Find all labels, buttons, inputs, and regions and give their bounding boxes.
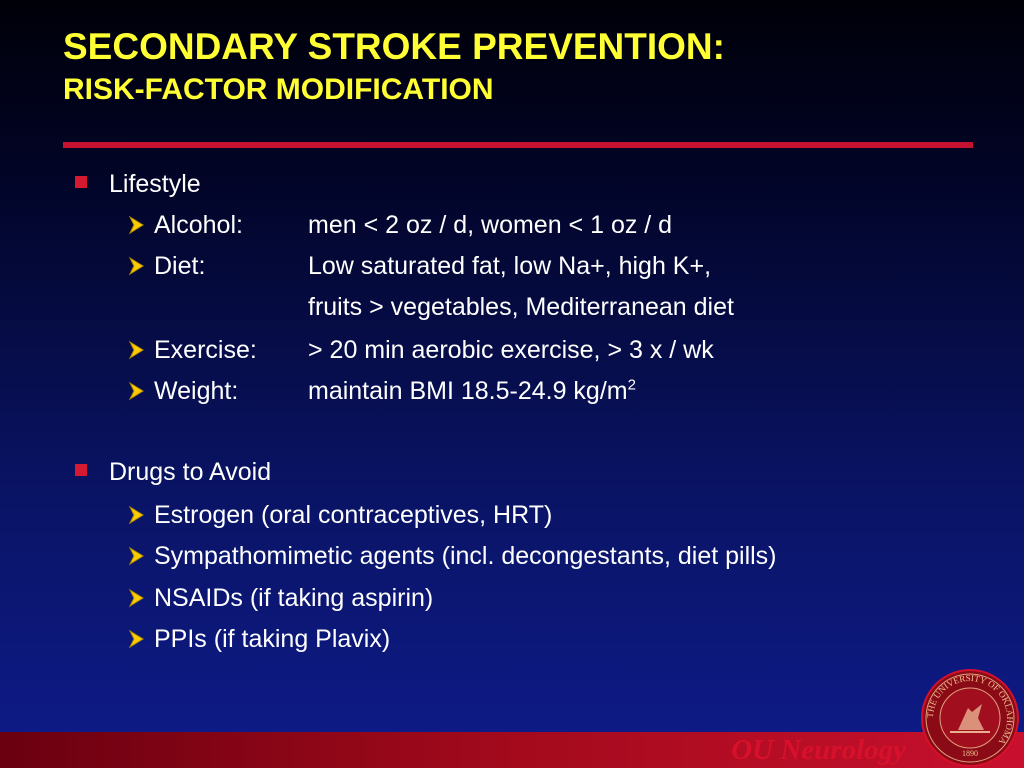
arrow-bullet-icon	[128, 256, 146, 276]
arrow-bullet-icon	[128, 381, 146, 401]
slide-title	[63, 28, 725, 105]
arrow-bullet-icon	[128, 215, 146, 235]
title-line-1: SECONDARY STROKE PREVENTION:	[63, 26, 725, 67]
lifestyle-desc-diet-continued: fruits > vegetables, Mediterranean diet	[308, 293, 734, 321]
title-line-2: RISK-FACTOR MODIFICATION	[63, 73, 494, 106]
drug-item-estrogen: Estrogen (oral contraceptives, HRT)	[154, 501, 553, 529]
drug-item-nsaids: NSAIDs (if taking aspirin)	[154, 584, 434, 612]
lifestyle-term-weight: Weight:	[154, 377, 239, 405]
section-heading-drugs: Drugs to Avoid	[109, 458, 272, 486]
square-bullet-icon	[75, 464, 87, 476]
seal-ring-text: THE UNIVERSITY OF OKLAHOMA	[924, 672, 1016, 747]
arrow-bullet-icon	[128, 588, 146, 608]
lifestyle-desc-alcohol: men < 2 oz / d, women < 1 oz / d	[308, 211, 673, 239]
lifestyle-desc-diet: Low saturated fat, low Na+, high K+,	[308, 252, 712, 280]
weight-unit-superscript: 2	[627, 376, 636, 394]
lifestyle-desc-exercise: > 20 min aerobic exercise, > 3 x / wk	[308, 336, 714, 364]
arrow-bullet-icon	[128, 505, 146, 525]
lifestyle-desc-weight	[308, 376, 636, 406]
drug-item-sympathomimetic: Sympathomimetic agents (incl. decongestants, diet pills)	[154, 542, 777, 570]
arrow-bullet-icon	[128, 340, 146, 360]
lifestyle-term-alcohol: Alcohol:	[154, 211, 243, 239]
seal-year: 1890	[962, 749, 978, 758]
arrow-bullet-icon	[128, 546, 146, 566]
drug-item-ppis: PPIs (if taking Plavix)	[154, 625, 391, 653]
lifestyle-term-exercise: Exercise:	[154, 336, 257, 364]
footer-brand-text: OU Neurology	[731, 734, 906, 766]
lifestyle-term-diet: Diet:	[154, 252, 206, 280]
weight-desc-text: maintain BMI 18.5-24.9 kg/m	[308, 377, 628, 405]
university-seal-icon	[920, 668, 1020, 768]
section-heading-lifestyle: Lifestyle	[109, 170, 201, 198]
title-divider	[63, 142, 973, 148]
square-bullet-icon	[75, 176, 87, 188]
arrow-bullet-icon	[128, 629, 146, 649]
